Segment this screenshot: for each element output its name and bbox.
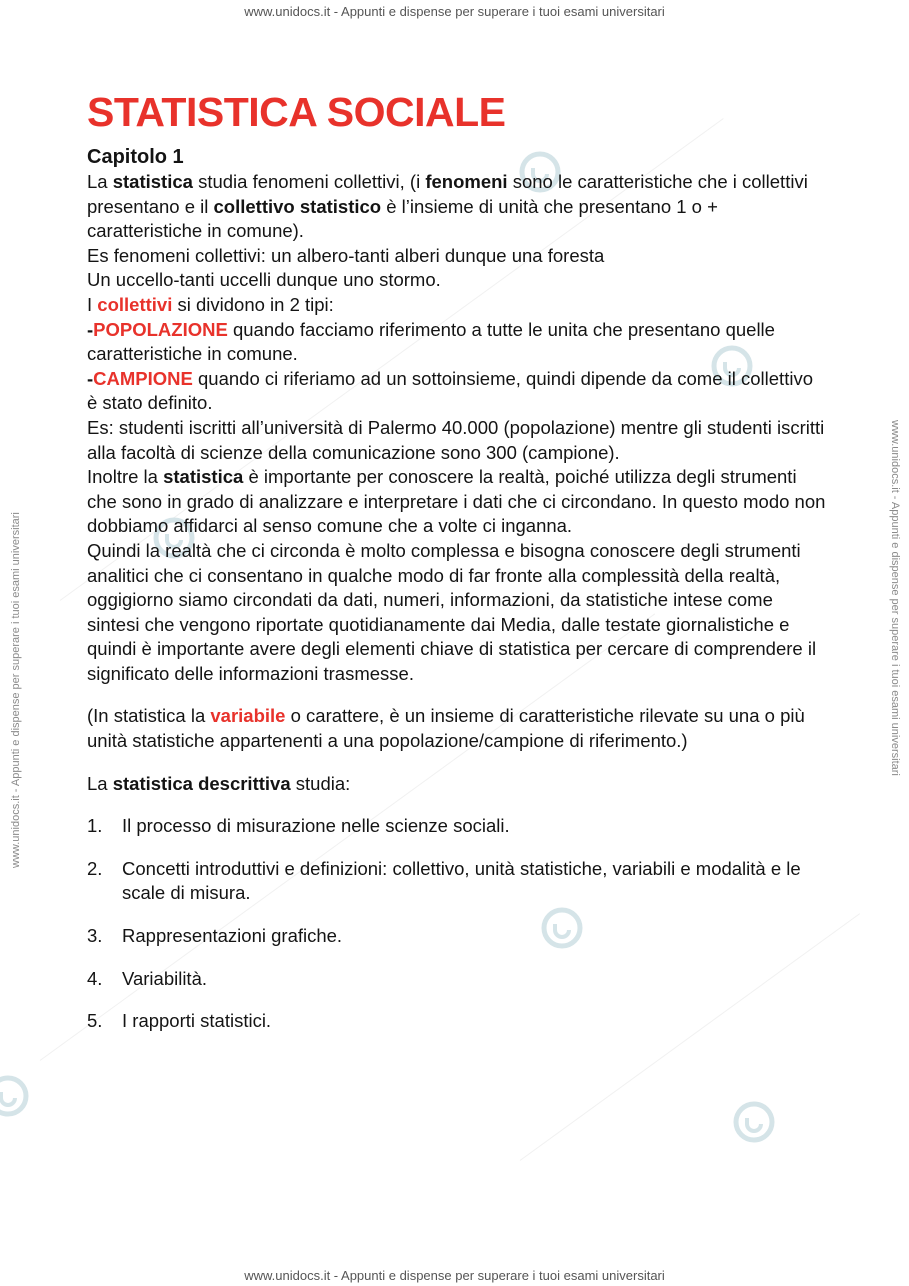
list-item: 1. Il processo di misurazione nelle scienze sociali. <box>87 815 510 837</box>
example-line-flock: Un uccello-tanti uccelli dunque uno stormo. <box>87 269 441 291</box>
paragraph-complexity: Quindi la realtà che ci circonda è molto complessa e bisogna conoscere degli strumenti analitici che ci consentano in qualche modo di far fronte alla complessità della realtà, oggigiorno siamo circondati da dati, numeri, informazioni, da statistiche intese come sintesi che vengono riportate quotidianamente dai Media, dalle testate giornalistiche e quindi è importante avere degli elementi chiave di statistica per cercare di comprendere il significato delle informazioni trasmesse. <box>87 539 817 684</box>
campione-definition: -CAMPIONE quando ci riferiamo ad un sottoinsieme, quindi dipende da come il collettivo è stato definito. <box>87 367 813 414</box>
document-body <box>87 88 827 1052</box>
example-line-forest: Es fenomeni collettivi: un albero-tanti alberi dunque una foresta <box>87 244 605 266</box>
unidocs-logo-watermark <box>730 1098 778 1146</box>
paragraph-importance: Inoltre la statistica è importante per conoscere la realtà, poiché utilizza degli strumenti che sono in grado di analizzare e interpretare i dati che ci circondano. In questo modo non dobbiamo affidarci al senso comune che a volte ci inganna. <box>87 466 826 537</box>
footer-watermark: www.unidocs.it - Appunti e dispense per superare i tuoi esami universitari <box>244 1268 665 1283</box>
paragraph-descrittiva: La statistica descrittiva studia: <box>87 772 351 794</box>
paragraph-intro: La statistica studia fenomeni collettivi, (i fenomeni sono le caratteristiche che i collettivi presentano e il collettivo statistico è l’insieme di unità che presentano 1 o + caratteristiche in comune). <box>87 171 808 242</box>
unidocs-logo-watermark <box>0 1072 32 1120</box>
chapter-heading: Capitolo 1 <box>87 146 184 168</box>
list-item: 2. Concetti introduttivi e definizioni: collettivo, unità statistiche, variabili e modalità e le scale di misura. <box>87 857 801 904</box>
topics-list <box>87 814 827 1034</box>
list-item: 3. Rappresentazioni grafiche. <box>87 925 343 947</box>
paragraph-variabile: (In statistica la variabile o carattere, è un insieme di caratteristiche rilevate su una o più unità statistiche appartenenti a una popolazione/campione di riferimento.) <box>87 705 805 752</box>
page-title: STATISTICA SOCIALE <box>87 89 506 135</box>
header-watermark: www.unidocs.it - Appunti e dispense per superare i tuoi esami universitari <box>244 4 665 19</box>
list-item: 4. Variabilità. <box>87 967 208 989</box>
university-example: Es: studenti iscritti all’università di Palermo 40.000 (popolazione) mentre gli studenti iscritti alla facoltà di scienze della comunicazione sono 300 (campione). <box>87 416 825 463</box>
right-side-watermark: www.unidocs.it - Appunti e dispense per superare i tuoi esami universitari <box>889 420 901 776</box>
collettivi-types-line: I collettivi si dividono in 2 tipi: <box>87 293 334 315</box>
popolazione-definition: -POPOLAZIONE quando facciamo riferimento a tutte le unita che presentano quelle caratteristiche in comune. <box>87 318 775 365</box>
list-item: 5. I rapporti statistici. <box>87 1010 272 1032</box>
left-side-watermark: www.unidocs.it - Appunti e dispense per superare i tuoi esami universitari <box>10 512 22 868</box>
